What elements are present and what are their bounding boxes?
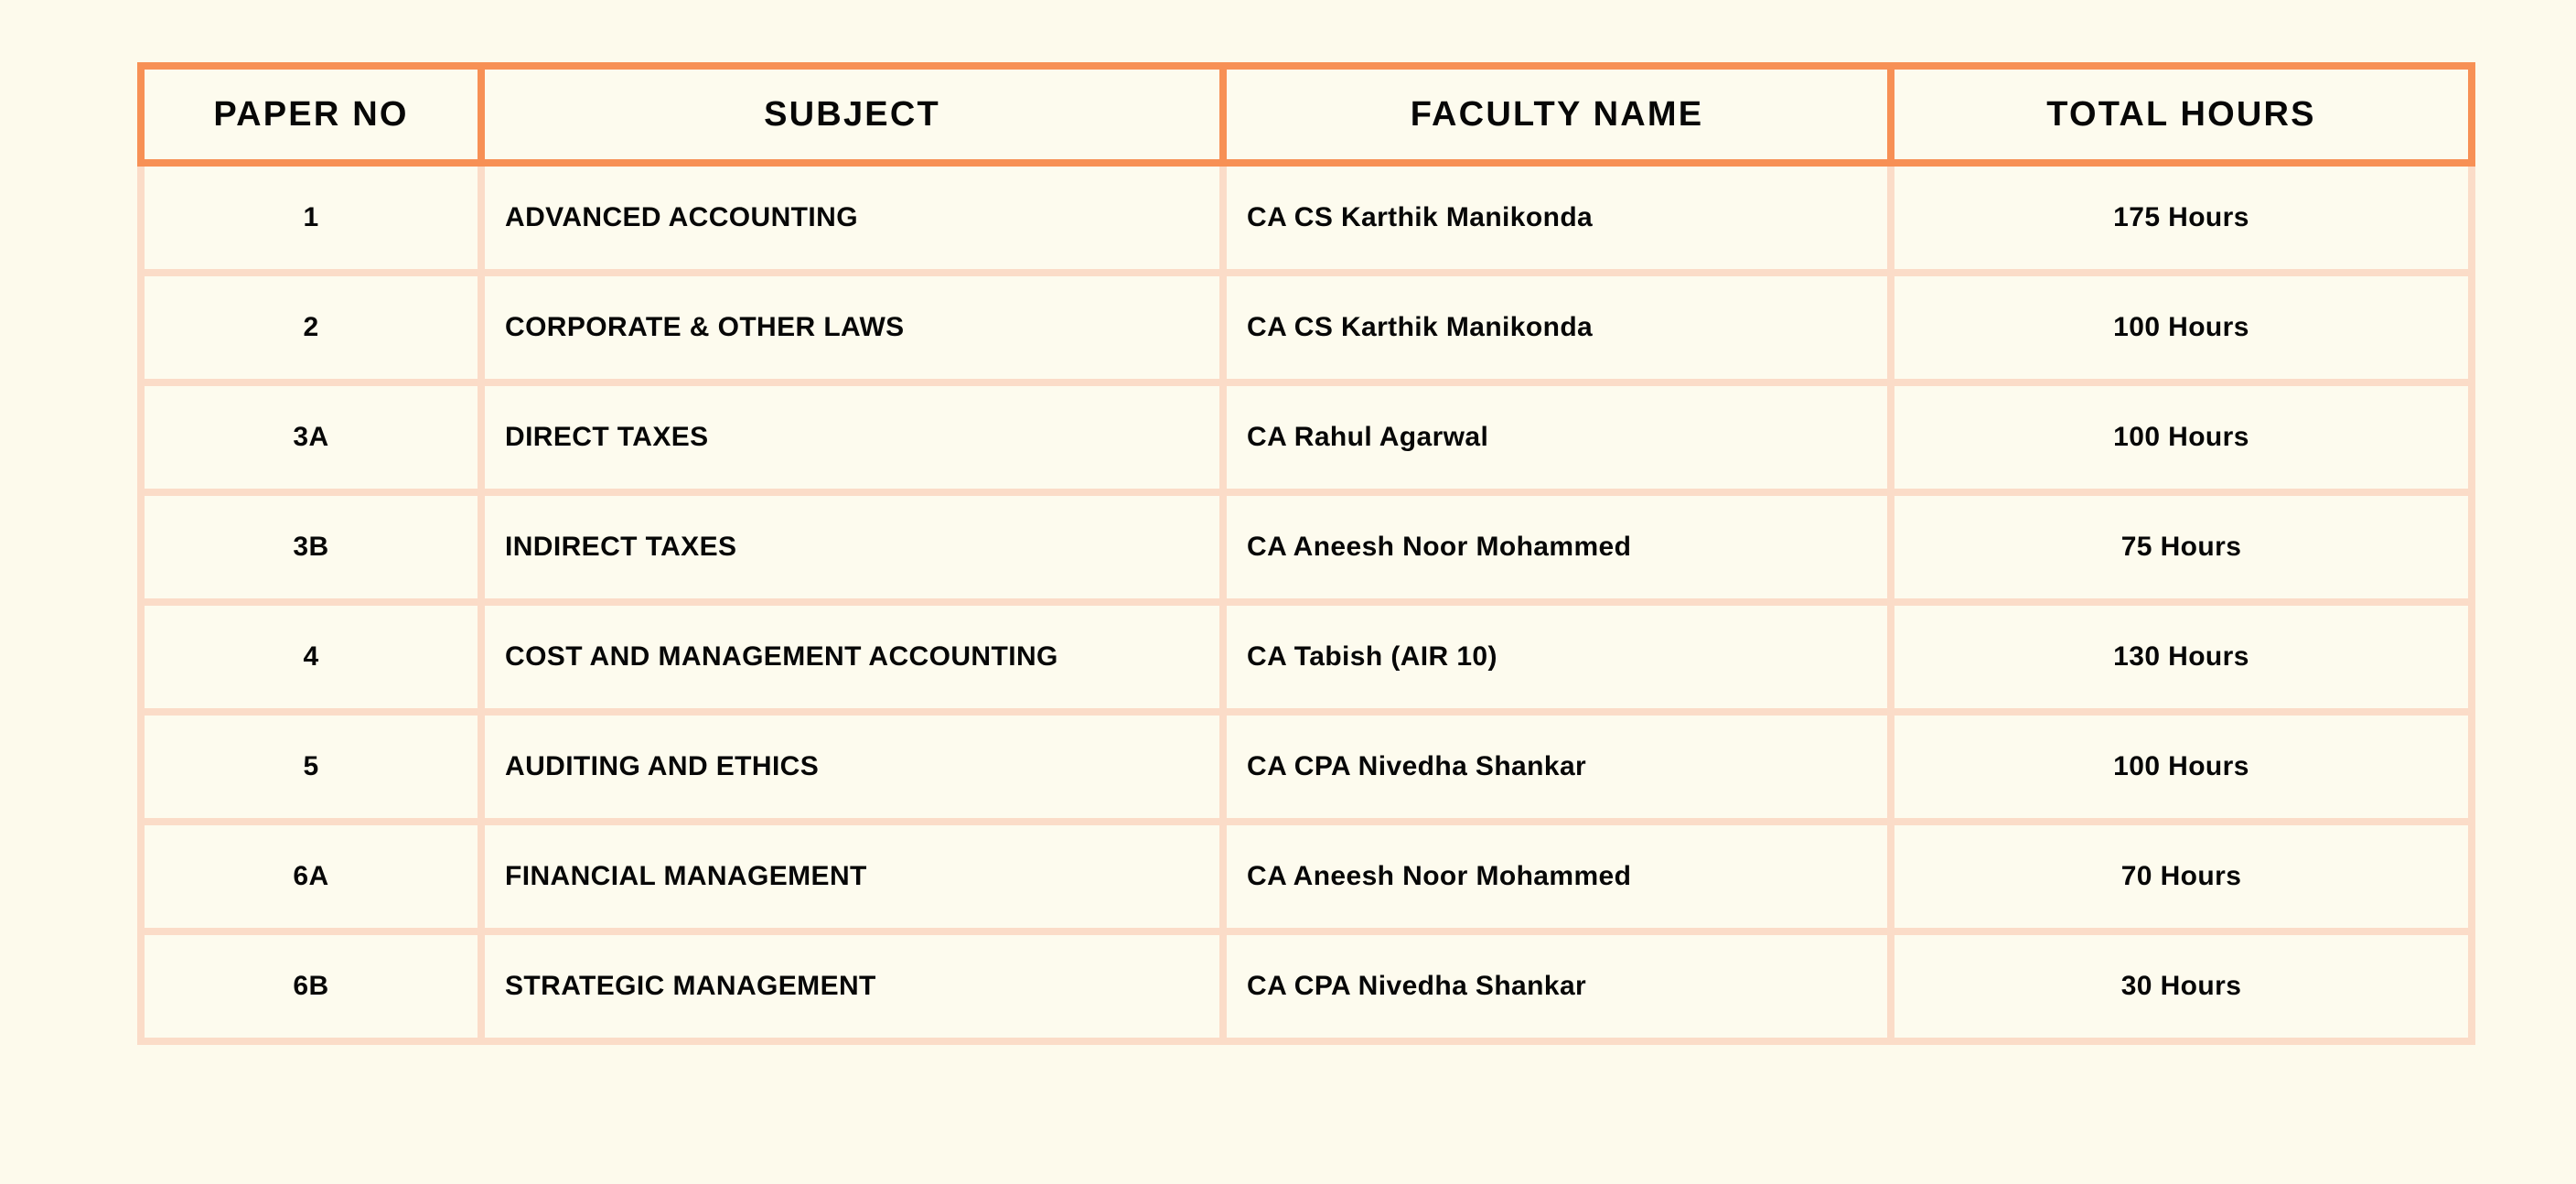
cell-subject: COST AND MANAGEMENT ACCOUNTING	[485, 606, 1227, 716]
cell-subject: FINANCIAL MANAGEMENT	[485, 825, 1227, 935]
cell-subject: AUDITING AND ETHICS	[485, 716, 1227, 825]
cell-faculty-name: CA Aneesh Noor Mohammed	[1227, 825, 1894, 935]
table-header-row	[137, 62, 2475, 167]
cell-paper-no: 3B	[137, 496, 485, 606]
cell-total-hours: 30 Hours	[1894, 935, 2475, 1045]
cell-subject: STRATEGIC MANAGEMENT	[485, 935, 1227, 1045]
cell-faculty-name: CA CPA Nivedha Shankar	[1227, 935, 1894, 1045]
cell-faculty-name: CA CS Karthik Manikonda	[1227, 167, 1894, 276]
cell-total-hours: 130 Hours	[1894, 606, 2475, 716]
cell-faculty-name: CA CS Karthik Manikonda	[1227, 276, 1894, 386]
cell-paper-no: 6A	[137, 825, 485, 935]
cell-total-hours: 100 Hours	[1894, 386, 2475, 496]
cell-subject: CORPORATE & OTHER LAWS	[485, 276, 1227, 386]
column-header-total-hours: TOTAL HOURS	[1894, 62, 2475, 167]
cell-paper-no: 4	[137, 606, 485, 716]
cell-total-hours: 75 Hours	[1894, 496, 2475, 606]
cell-total-hours: 175 Hours	[1894, 167, 2475, 276]
cell-paper-no: 3A	[137, 386, 485, 496]
cell-total-hours: 100 Hours	[1894, 276, 2475, 386]
table-row	[137, 825, 2475, 935]
cell-paper-no: 6B	[137, 935, 485, 1045]
column-header-faculty-name: FACULTY NAME	[1227, 62, 1894, 167]
table-row	[137, 716, 2475, 825]
table-row	[137, 935, 2475, 1045]
table-row	[137, 276, 2475, 386]
subject-faculty-hours-table	[137, 62, 2475, 1045]
cell-faculty-name: CA Rahul Agarwal	[1227, 386, 1894, 496]
cell-subject: INDIRECT TAXES	[485, 496, 1227, 606]
table-body	[137, 167, 2475, 1045]
cell-total-hours: 70 Hours	[1894, 825, 2475, 935]
cell-faculty-name: CA CPA Nivedha Shankar	[1227, 716, 1894, 825]
cell-paper-no: 1	[137, 167, 485, 276]
cell-faculty-name: CA Aneesh Noor Mohammed	[1227, 496, 1894, 606]
table-row	[137, 606, 2475, 716]
table-row	[137, 167, 2475, 276]
cell-total-hours: 100 Hours	[1894, 716, 2475, 825]
cell-subject: DIRECT TAXES	[485, 386, 1227, 496]
cell-paper-no: 5	[137, 716, 485, 825]
table-row	[137, 386, 2475, 496]
cell-paper-no: 2	[137, 276, 485, 386]
cell-faculty-name: CA Tabish (AIR 10)	[1227, 606, 1894, 716]
table-header	[137, 62, 2475, 167]
cell-subject: ADVANCED ACCOUNTING	[485, 167, 1227, 276]
column-header-paper-no: PAPER NO	[137, 62, 485, 167]
table-row	[137, 496, 2475, 606]
column-header-subject: SUBJECT	[485, 62, 1227, 167]
